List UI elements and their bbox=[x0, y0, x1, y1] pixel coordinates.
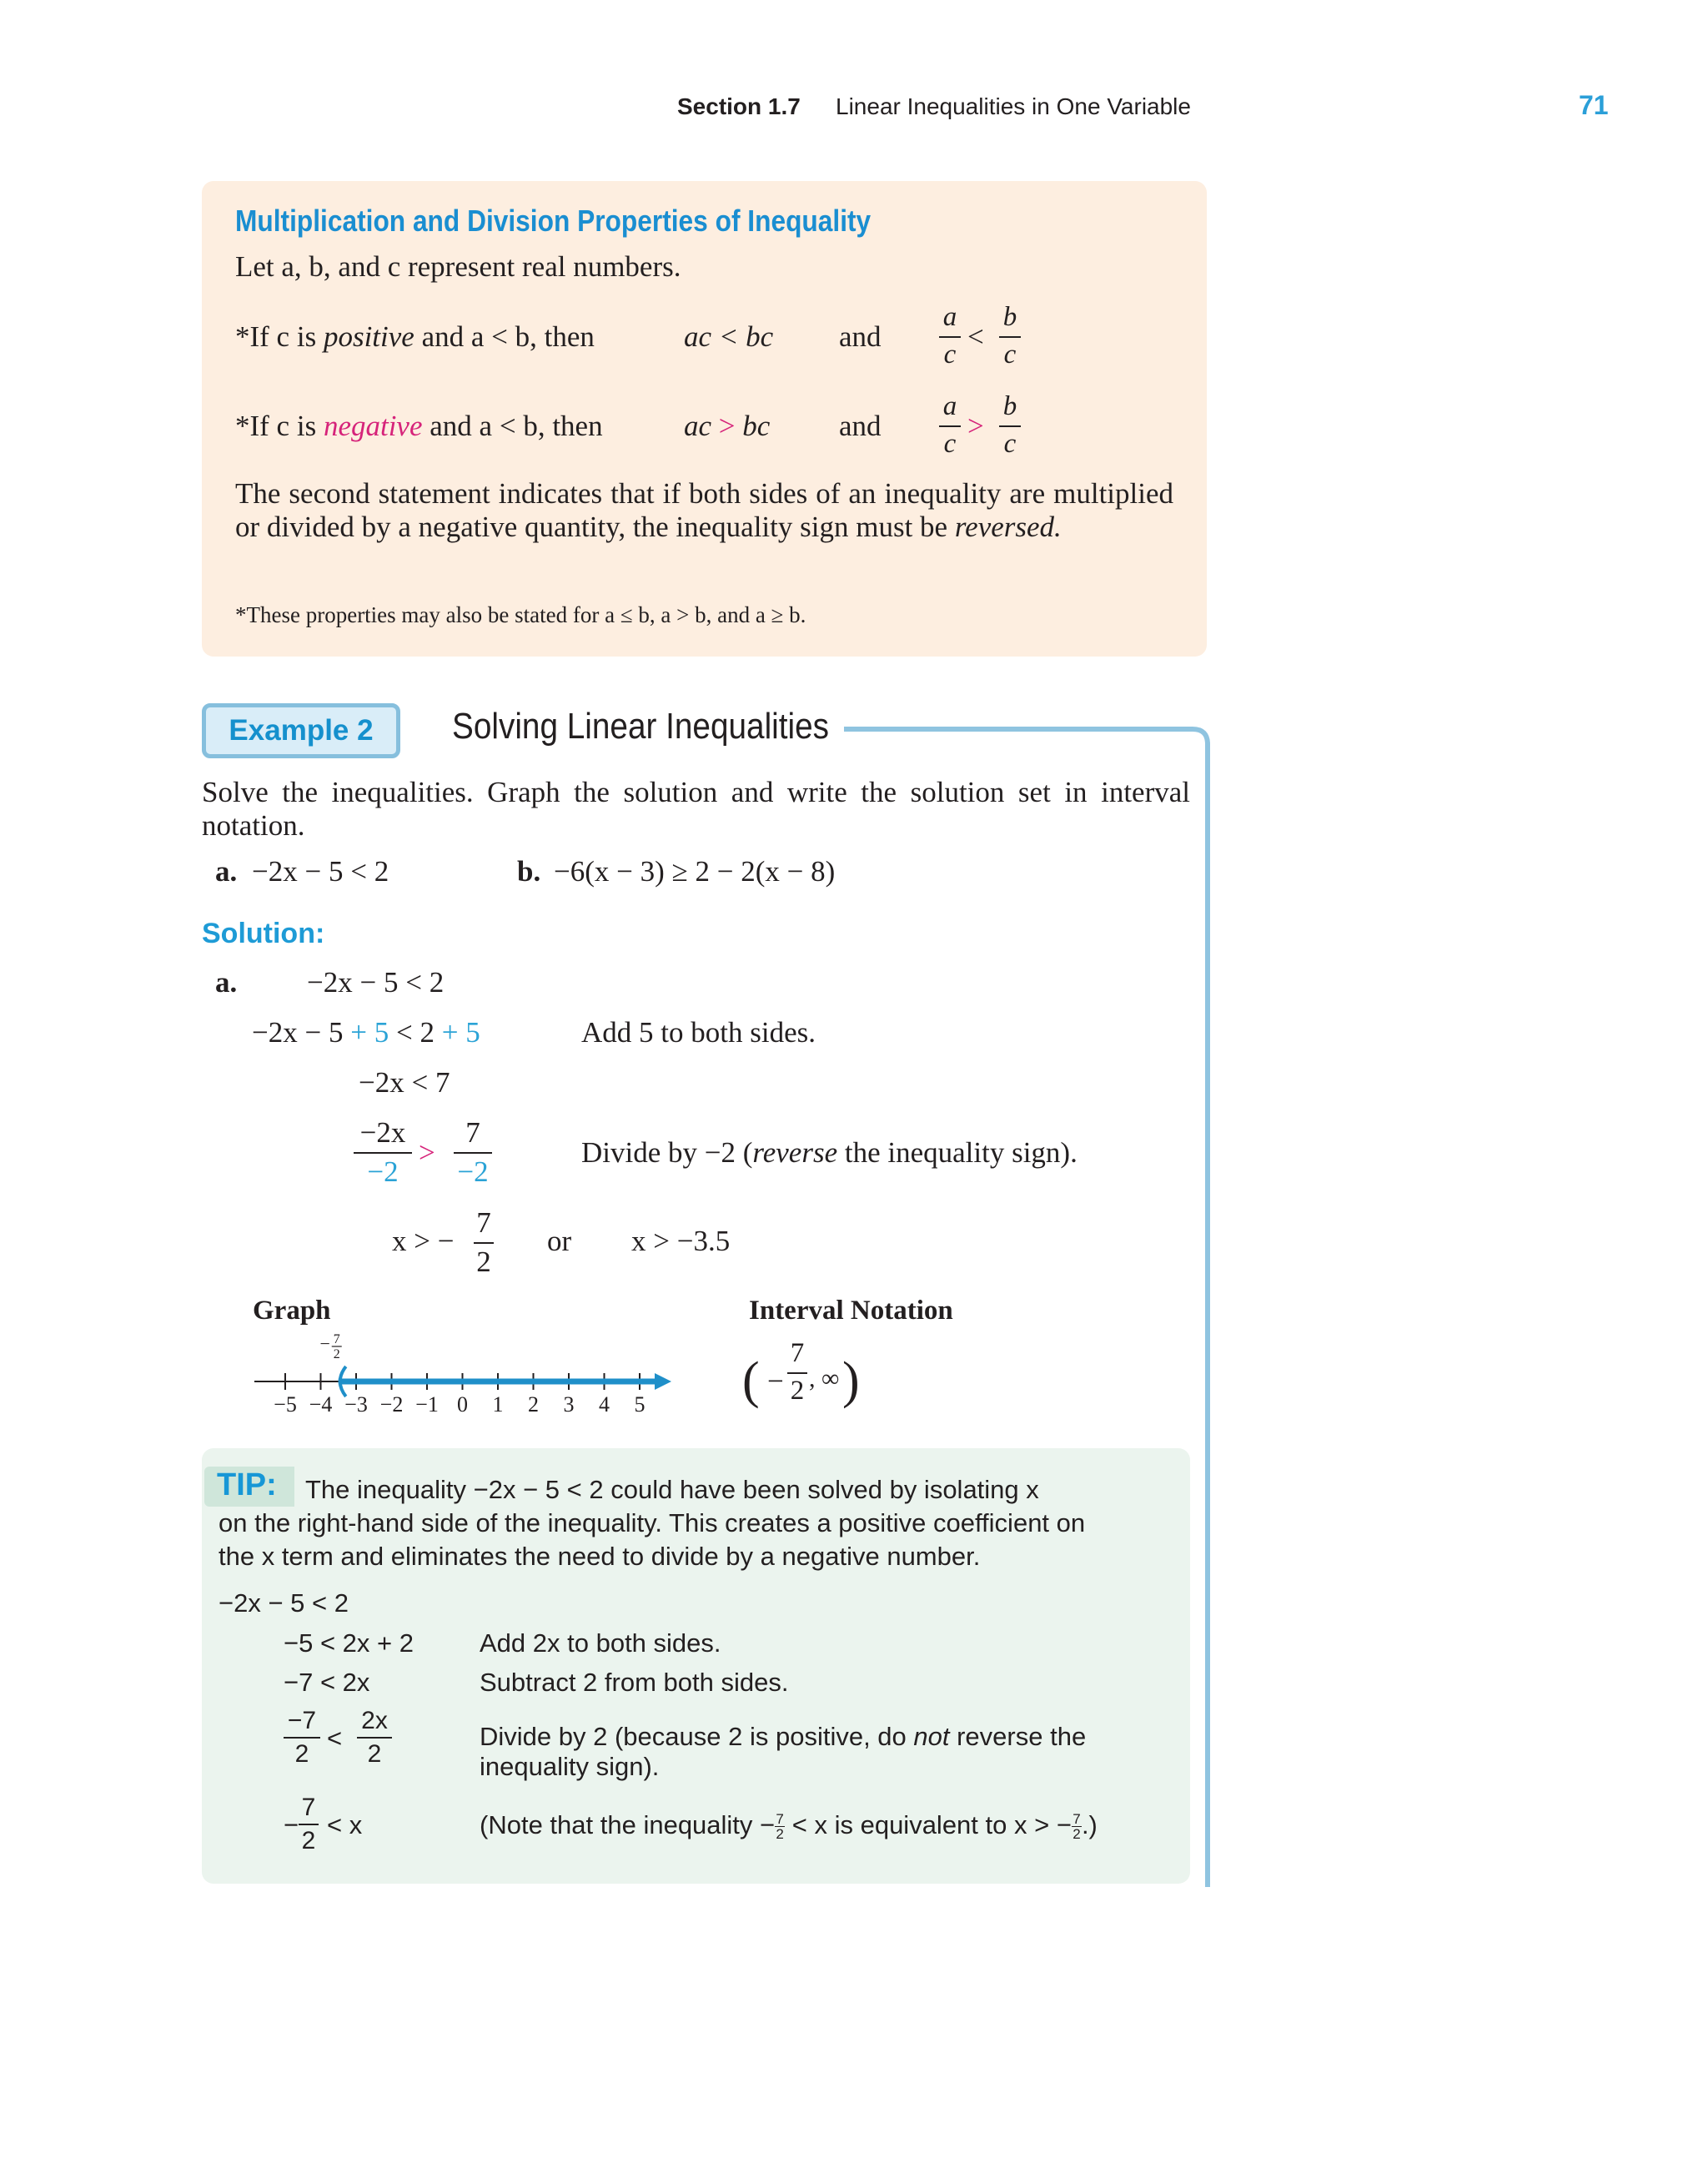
number-line-tick-label: −3 bbox=[344, 1392, 368, 1417]
row1-suffix: and a < b, then bbox=[414, 320, 595, 353]
property-paragraph-text: The second statement indicates that if both sides of an inequality are multiplied or divided by a negative quantity, the inequality sign must be bbox=[235, 477, 1173, 543]
step5-num: 7 bbox=[476, 1206, 491, 1239]
property-intro: Let a, b, and c represent real numbers. bbox=[235, 250, 681, 283]
boundary-label-num: 7 bbox=[333, 1333, 340, 1346]
tip-label: TIP: bbox=[217, 1467, 277, 1502]
tip-s5-note-frac1-den: 2 bbox=[776, 1826, 784, 1843]
row2-den-right: c bbox=[1003, 429, 1017, 459]
solution-label: Solution: bbox=[202, 918, 325, 949]
step4-note-c: the inequality sign). bbox=[837, 1136, 1078, 1169]
step2-d: + 5 bbox=[441, 1016, 480, 1049]
tip-s5-note-frac2-den: 2 bbox=[1073, 1826, 1081, 1843]
tip-line-1: The inequality −2x − 5 < 2 could have been solved by isolating x bbox=[305, 1475, 1039, 1504]
step4-op: > bbox=[419, 1136, 435, 1169]
tip-s4-note-a: Divide by 2 (because 2 is positive, do bbox=[480, 1722, 914, 1751]
row2-prefix: *If c is bbox=[235, 410, 324, 442]
row1-op: < bbox=[967, 320, 984, 353]
step2-b: + 5 bbox=[350, 1016, 389, 1049]
row2-product-left: ac bbox=[684, 410, 719, 442]
number-line-tick-label: 2 bbox=[528, 1392, 539, 1417]
tip-step-4-note-line2: inequality sign). bbox=[480, 1752, 660, 1781]
part-b-inequality: −6(x − 3) ≥ 2 − 2(x − 8) bbox=[554, 855, 836, 888]
tip-step-3-note: Subtract 2 from both sides. bbox=[480, 1668, 789, 1697]
row1-and: and bbox=[839, 320, 882, 353]
tip-step-5-fraction bbox=[299, 1795, 319, 1854]
step5-or: or bbox=[547, 1225, 572, 1257]
step4-fraction-left bbox=[354, 1118, 412, 1186]
step4-den-right: −2 bbox=[457, 1155, 489, 1188]
example-title: Solving Linear Inequalities bbox=[452, 706, 830, 747]
solution-step-1: −2x − 5 < 2 bbox=[307, 966, 445, 999]
row1-sign-word: positive bbox=[323, 320, 414, 353]
solution-step-3: −2x < 7 bbox=[359, 1066, 450, 1099]
row1-prefix: *If c is bbox=[235, 320, 324, 353]
number-line-tick-label: 5 bbox=[634, 1392, 646, 1417]
number-line-tick-label: 1 bbox=[492, 1392, 504, 1417]
tip-step-2-note: Add 2x to both sides. bbox=[480, 1628, 721, 1658]
row1-product: ac < bc bbox=[684, 320, 774, 353]
interval-close-paren: ) bbox=[842, 1352, 860, 1409]
property-footnote: *These properties may also be stated for a ≤ b, a > b, and a ≥ b. bbox=[235, 602, 806, 627]
example-badge: Example 2 bbox=[202, 703, 400, 758]
step4-num-left: −2x bbox=[359, 1116, 406, 1149]
step4-note bbox=[581, 1136, 1078, 1170]
property-paragraph-end: reversed. bbox=[954, 511, 1062, 543]
row2-op: > bbox=[967, 410, 984, 442]
step2-a: −2x − 5 bbox=[252, 1016, 351, 1049]
graph-label: Graph bbox=[253, 1296, 331, 1326]
number-line-tick-label: −2 bbox=[379, 1392, 404, 1417]
part-b-label: b. bbox=[517, 855, 541, 888]
boundary-label-den: 2 bbox=[333, 1347, 340, 1361]
page-number: 71 bbox=[1579, 90, 1609, 120]
part-a-label: a. bbox=[215, 855, 238, 888]
row1-den-left: c bbox=[943, 340, 957, 370]
row1-num-right: b bbox=[1002, 302, 1017, 332]
tip-step-4-fraction-right bbox=[357, 1708, 392, 1767]
tip-s5-num: 7 bbox=[301, 1794, 316, 1821]
tip-step-4-fraction-left bbox=[284, 1708, 320, 1767]
tip-step-3: −7 < 2x bbox=[284, 1668, 370, 1697]
property-title: Multiplication and Division Properties of Inequality bbox=[235, 204, 872, 238]
number-line-tick-label: −1 bbox=[415, 1392, 439, 1417]
tip-line-2: on the right-hand side of the inequality. This creates a positive coefficient on bbox=[219, 1508, 1086, 1537]
row2-num-left: a bbox=[942, 391, 957, 421]
step2-note: Add 5 to both sides. bbox=[581, 1016, 816, 1049]
tip-line-3: the x term and eliminates the need to divide by a negative number. bbox=[219, 1542, 981, 1571]
interval-fraction bbox=[787, 1340, 807, 1405]
step2-c: < 2 bbox=[389, 1016, 442, 1049]
row2-and: and bbox=[839, 410, 882, 442]
section-number: Section 1.7 bbox=[677, 93, 801, 119]
tip-s4-note-b: not bbox=[913, 1722, 950, 1751]
step4-den-left: −2 bbox=[367, 1155, 399, 1188]
row2-num-right: b bbox=[1002, 391, 1017, 421]
row1-num-left: a bbox=[942, 302, 957, 332]
row2-suffix: and a < b, then bbox=[422, 410, 603, 442]
number-line-tick-label: 0 bbox=[457, 1392, 468, 1417]
step5-den: 2 bbox=[476, 1245, 491, 1278]
tip-s4-num-right: 2x bbox=[361, 1707, 388, 1734]
step5-right: x > −3.5 bbox=[631, 1225, 731, 1257]
tip-step-1: −2x − 5 < 2 bbox=[219, 1588, 349, 1618]
step4-note-b: reverse bbox=[752, 1136, 838, 1169]
section-title: Linear Inequalities in One Variable bbox=[836, 93, 1191, 119]
step4-note-a: Divide by −2 ( bbox=[581, 1136, 753, 1169]
step4-num-right: 7 bbox=[465, 1116, 480, 1149]
tip-s5-note-frac2-num: 7 bbox=[1073, 1811, 1081, 1828]
tip-step-4-op: < bbox=[327, 1724, 343, 1753]
part-a-inequality: −2x − 5 < 2 bbox=[252, 855, 389, 888]
solution-arrowhead bbox=[655, 1373, 671, 1390]
example-prompt: Solve the inequalities. Graph the solution and write the solution set in interval notation. bbox=[202, 776, 1190, 842]
number-line-tick-label: 4 bbox=[599, 1392, 610, 1417]
row1-den-right: c bbox=[1003, 340, 1017, 370]
tip-s4-num-left: −7 bbox=[287, 1707, 317, 1734]
tip-s5-note-c: .) bbox=[1081, 1810, 1098, 1839]
interval-minus: − bbox=[767, 1365, 784, 1397]
row2-product-right: bc bbox=[735, 410, 771, 442]
tip-s4-den-left: 2 bbox=[294, 1740, 309, 1768]
interval-infinity: , ∞ bbox=[809, 1365, 840, 1392]
solution-part-label: a. bbox=[215, 966, 238, 999]
tip-s5-note-frac1-num: 7 bbox=[776, 1811, 784, 1828]
number-line-tick-label: −5 bbox=[274, 1392, 297, 1417]
tip-step-5-sign: − bbox=[284, 1810, 299, 1839]
step5-left: x > − bbox=[392, 1225, 455, 1257]
row2-sign-word: negative bbox=[323, 410, 423, 442]
solution-step-2 bbox=[252, 1016, 480, 1049]
tip-step-5-note bbox=[480, 1810, 1098, 1841]
tip-s4-den-right: 2 bbox=[367, 1740, 382, 1768]
number-line-graph bbox=[250, 1333, 701, 1425]
tip-s5-note-b: < x is equivalent to x > − bbox=[785, 1810, 1072, 1839]
tip-step-4-note-line1 bbox=[480, 1722, 1086, 1752]
interval-open-paren: ( bbox=[742, 1352, 760, 1409]
interval-label: Interval Notation bbox=[749, 1296, 953, 1326]
tip-step-5-rest: < x bbox=[327, 1810, 363, 1839]
interval-num: 7 bbox=[790, 1338, 805, 1368]
row2-den-left: c bbox=[943, 429, 957, 459]
step5-fraction bbox=[474, 1208, 494, 1276]
tip-step-2: −5 < 2x + 2 bbox=[284, 1628, 414, 1658]
boundary-label-sign: − bbox=[319, 1333, 330, 1354]
tip-s4-note-c: reverse the bbox=[949, 1722, 1087, 1751]
row2-product-op: > bbox=[718, 410, 736, 442]
tip-s5-note-frac2 bbox=[1072, 1812, 1082, 1841]
number-line-tick-label: 3 bbox=[563, 1392, 575, 1417]
tip-s5-note-frac1 bbox=[775, 1812, 785, 1841]
interval-den: 2 bbox=[790, 1376, 805, 1406]
number-line-tick-label: −4 bbox=[309, 1392, 333, 1417]
step4-fraction-right bbox=[454, 1118, 492, 1186]
tip-s5-note-a: (Note that the inequality − bbox=[480, 1810, 776, 1839]
tip-s5-den: 2 bbox=[301, 1827, 316, 1854]
